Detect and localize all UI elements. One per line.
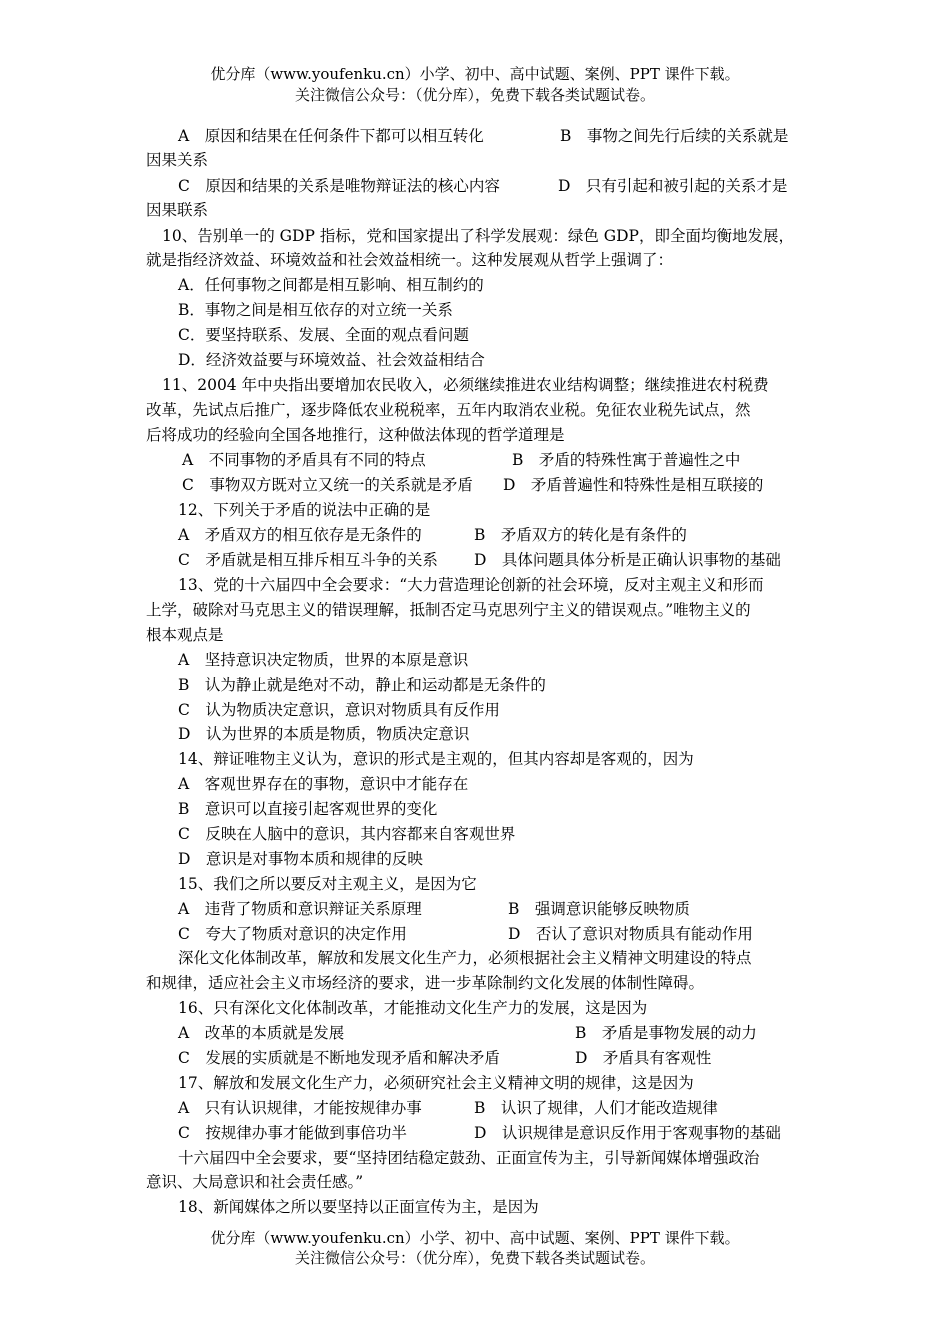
q10-option-d: D．经济效益要与环境效益、社会效益相结合: [178, 351, 485, 369]
q15-option-c: C 夸大了物质对意识的决定作用: [178, 925, 407, 943]
q10-option-c: C．要坚持联系、发展、全面的观点看问题: [178, 326, 469, 344]
q10-option-a: A．任何事物之间都是相互影响、相互制约的: [178, 276, 484, 294]
q17-option-d: D 认识规律是意识反作用于客观事物的基础: [474, 1124, 781, 1142]
q11-option-b: B 矛盾的特殊性寓于普遍性之中: [512, 451, 741, 469]
q13-option-a: A 坚持意识决定物质，世界的本原是意识: [178, 651, 469, 669]
material-2-line-1: 十六届四中全会要求，要“坚持团结稳定鼓劲、正面宣传为主，引导新闻媒体增强政治: [178, 1149, 760, 1167]
q16-option-d: D 矛盾具有客观性: [575, 1049, 712, 1067]
q10-stem-line-2: 就是指经济效益、环境效益和社会效益相统一。这种发展观从哲学上强调了：: [146, 251, 674, 269]
page-footer-line-2: 关注微信公众号：（优分库），免费下载各类试题试卷。: [294, 1249, 655, 1267]
material-1-line-1: 深化文化体制改革，解放和发展文化生产力，必须根据社会主义精神文明建设的特点: [178, 949, 752, 967]
q11-stem-line-2: 改革，先试点后推广，逐步降低农业税税率，五年内取消农业税。免征农业税先试点，然: [146, 401, 751, 419]
q14-option-a: A 客观世界存在的事物，意识中才能存在: [178, 775, 469, 793]
q13-stem-line-2: 上学，破除对马克思主义的错误理解，抵制否定马克思列宁主义的错误观点。”唯物主义的: [146, 601, 751, 619]
q15-option-d: D 否认了意识对物质具有能动作用: [508, 925, 753, 943]
q9-option-b-continued: 因果关系: [146, 151, 209, 169]
page-footer-line-1: 优分库（www.youfenku.cn）小学、初中、高中试题、案例、PPT 课件下载。: [210, 1229, 740, 1247]
q15-option-a: A 违背了物质和意识辩证关系原理: [178, 900, 422, 918]
q9-option-d-continued: 因果联系: [146, 201, 209, 219]
q11-option-c: C 事物双方既对立又统一的关系就是矛盾: [182, 476, 473, 494]
q9-option-c: C 原因和结果的关系是唯物辩证法的核心内容: [178, 177, 500, 195]
q14-stem: 14、辩证唯物主义认为，意识的形式是主观的，但其内容却是客观的，因为: [178, 750, 694, 768]
q18-stem: 18、新闻媒体之所以要坚持以正面宣传为主，是因为: [178, 1198, 539, 1216]
q17-option-b: B 认识了规律，人们才能改造规律: [474, 1099, 718, 1117]
q11-stem-line-1: 11、2004 年中央指出要增加农民收入，必须继续推进农业结构调整；继续推进农村税费: [162, 376, 769, 394]
q11-option-d: D 矛盾普遍性和特殊性是相互联接的: [503, 476, 764, 494]
page-header-line-1: 优分库（www.youfenku.cn）小学、初中、高中试题、案例、PPT 课件下载。: [210, 65, 740, 83]
q10-stem-line-1: 10、告别单一的 GDP 指标，党和国家提出了科学发展观：绿色 GDP，即全面均衡地发展，: [162, 227, 794, 245]
page-header-line-2: 关注微信公众号：（优分库），免费下载各类试题试卷。: [294, 86, 655, 104]
q14-option-c: C 反映在人脑中的意识，其内容都来自客观世界: [178, 825, 516, 843]
q14-option-b: B 意识可以直接引起客观世界的变化: [178, 800, 438, 818]
q17-option-c: C 按规律办事才能做到事倍功半: [178, 1124, 407, 1142]
q9-option-b: B 事物之间先行后续的关系就是: [560, 127, 789, 145]
q16-option-a: A 改革的本质就是发展: [178, 1024, 345, 1042]
q9-option-d: D 只有引起和被引起的关系才是: [558, 177, 788, 195]
q13-option-b: B 认为静止就是绝对不动，静止和运动都是无条件的: [178, 676, 546, 694]
q13-option-d: D 认为世界的本质是物质，物质决定意识: [178, 725, 470, 743]
material-2-line-2: 意识、大局意识和社会责任感。”: [146, 1173, 364, 1191]
q15-stem: 15、我们之所以要反对主观主义，是因为它: [178, 875, 477, 893]
material-1-line-2: 和规律，适应社会主义市场经济的要求，进一步革除制约文化发展的体制性障碍。: [146, 974, 705, 992]
q10-option-b: B．事物之间是相互依存的对立统一关系: [178, 301, 453, 319]
q13-stem-line-1: 13、党的十六届四中全会要求：“大力营造理论创新的社会环境，反对主观主义和形而: [178, 576, 764, 594]
q15-option-b: B 强调意识能够反映物质: [508, 900, 690, 918]
q12-option-a: A 矛盾双方的相互依存是无条件的: [178, 526, 422, 544]
q13-stem-line-3: 根本观点是: [146, 626, 224, 644]
q17-option-a: A 只有认识规律，才能按规律办事: [178, 1099, 422, 1117]
q14-option-d: D 意识是对事物本质和规律的反映: [178, 850, 423, 868]
q12-stem: 12、下列关于矛盾的说法中正确的是: [178, 501, 431, 519]
q16-option-b: B 矛盾是事物发展的动力: [575, 1024, 757, 1042]
q17-stem: 17、解放和发展文化生产力，必须研究社会主义精神文明的规律，这是因为: [178, 1074, 694, 1092]
q13-option-c: C 认为物质决定意识，意识对物质具有反作用: [178, 701, 500, 719]
q9-option-a: A 原因和结果在任何条件下都可以相互转化: [178, 127, 484, 145]
q12-option-b: B 矛盾双方的转化是有条件的: [474, 526, 687, 544]
q11-option-a: A 不同事物的矛盾具有不同的特点: [182, 451, 426, 469]
q12-option-c: C 矛盾就是相互排斥相互斗争的关系: [178, 551, 438, 569]
q12-option-d: D 具体问题具体分析是正确认识事物的基础: [474, 551, 781, 569]
q11-stem-line-3: 后将成功的经验向全国各地推行，这种做法体现的哲学道理是: [146, 426, 565, 444]
q16-option-c: C 发展的实质就是不断地发现矛盾和解决矛盾: [178, 1049, 500, 1067]
q16-stem: 16、只有深化文化体制改革，才能推动文化生产力的发展，这是因为: [178, 999, 648, 1017]
